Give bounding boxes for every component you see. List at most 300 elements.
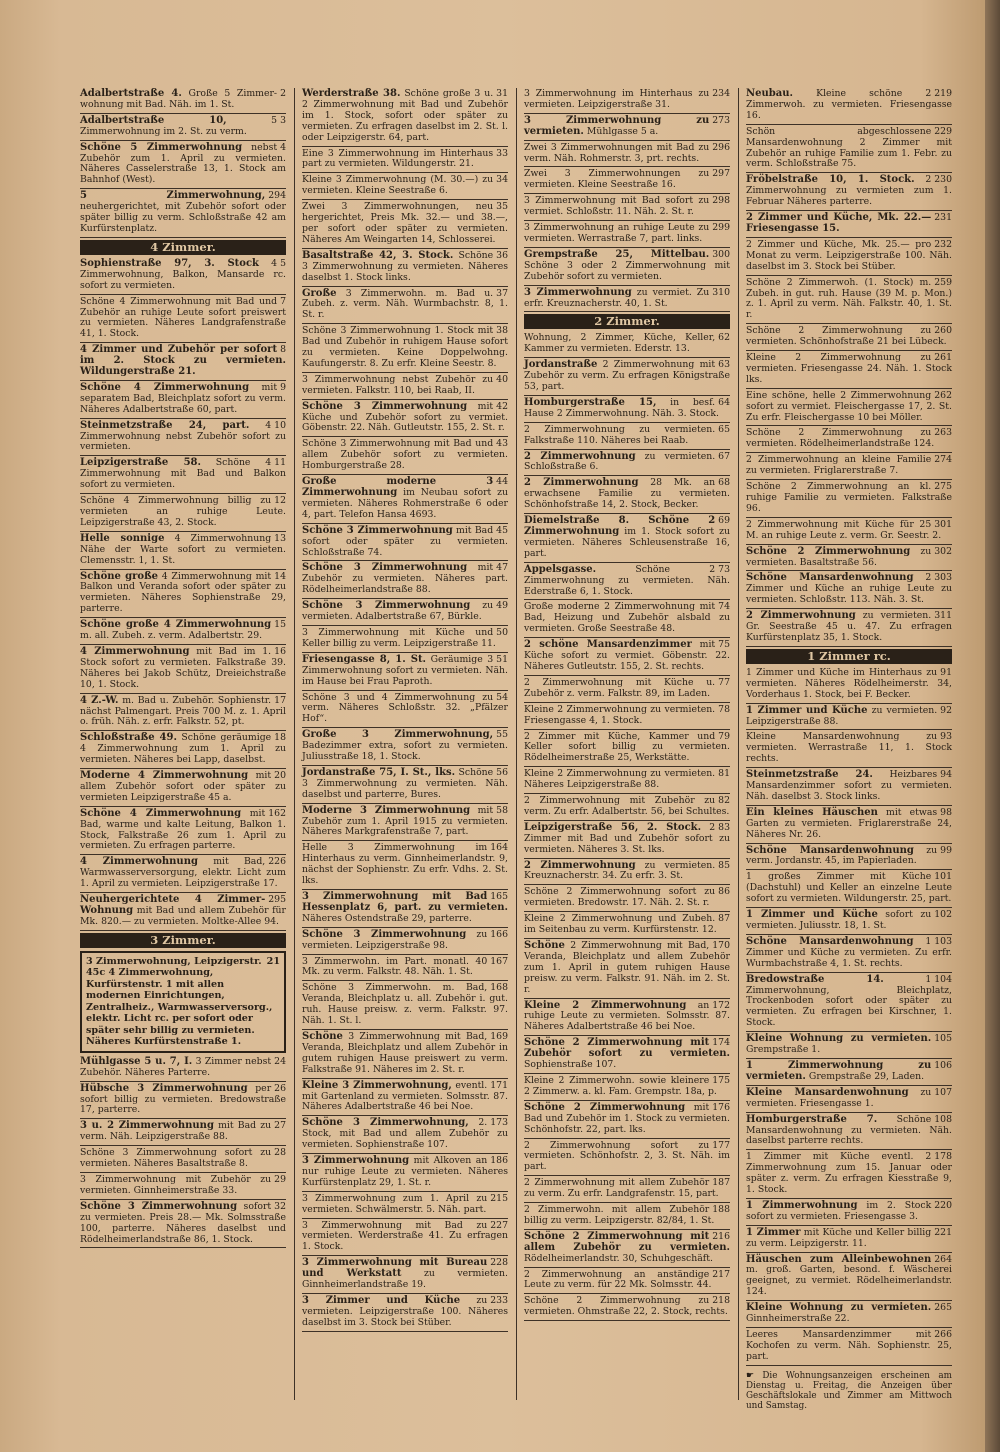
ad-heading: Steinmetzstraße 24, part.	[80, 419, 250, 431]
ad-number: 266	[934, 1329, 952, 1340]
ad-heading: Kleine Mansardenwohnung	[746, 1086, 909, 1098]
ad-text: 3 Zimmerwohnung im Hinterhaus zu vermieten. Leipzigerstraße 31.	[524, 88, 710, 110]
classified-ad	[746, 546, 952, 572]
ad-text: 2 Zimmer und Küche, Mk. 25.— pro Monat zu verm. Leipzigerstraße 100. Näh. daselbst im 3. Stock bei Stüber.	[746, 238, 952, 272]
ad-text: Schöne 2 Zimmerwohnung zu vermieten. Schönhofstraße 21 bei Lübeck.	[746, 325, 947, 348]
classified-ad	[80, 1056, 286, 1082]
ad-number: 86	[718, 886, 730, 898]
ad-number: 164	[490, 842, 508, 854]
ad-heading: 3 Zimmerwohnung mit Bad Hessenplatz 6, part. zu vermieten.	[302, 891, 508, 913]
ad-number: 275	[934, 481, 952, 493]
ad-number: 167	[490, 955, 508, 967]
classified-ad	[524, 88, 730, 114]
ad-number: 47	[496, 562, 508, 574]
ad-text: an ruhige Leute zu vermieten. Solmsstr. 87. Näheres Adalbertstraße 46 bei Noe.	[524, 999, 730, 1033]
ad-heading: Appelsgasse.	[524, 563, 597, 575]
ad-number: 8	[280, 344, 286, 356]
ad-heading: Schöne Mansardenwohnung	[746, 935, 914, 947]
ad-number: 7	[280, 295, 286, 307]
classified-ad	[80, 1201, 286, 1249]
classified-ad	[524, 222, 730, 248]
classified-ad	[80, 732, 286, 769]
classified-ad	[302, 767, 508, 804]
ad-heading: 1 Zimmerwohnung zu vermieten.	[746, 1059, 932, 1082]
ad-text: 3 Zimmerwohnung mit Bad sofort zu vermiet. Schloßstr. 11. Näh. 2. St. r.	[524, 195, 710, 218]
ad-heading: Friesengasse 8, 1. St.	[302, 653, 427, 665]
ad-number: 298	[712, 195, 730, 207]
ad-number: 104	[934, 973, 952, 985]
ad-text: 1 Zimmer mit Küche eventl. 2 Zimmerwohnung zum 15. Januar oder später z. verm. Zu erfragen Kiesstraße 9, 1. Stock.	[746, 1151, 952, 1196]
ad-number: 101	[934, 871, 952, 883]
ad-text: m. all. Zubeh. z. verm. Adalbertstr. 29.	[80, 630, 263, 642]
ad-text: 1 Zimmer und Küche zu vermieten. Zu erfr. Wurmbachstraße 4, 1. St. rechts.	[746, 935, 952, 969]
classified-ad	[746, 1033, 952, 1059]
ad-text: mit Küche sofort zu vermiet. Göbenstr. 22. Näheres Gutleutstr. 155, 2. St. rechts.	[524, 639, 730, 672]
classified-ad	[302, 438, 508, 475]
ad-text: zu vermieten. Leipzigerstraße 100. Näheres daselbst im 3. Stock bei Stüber.	[302, 1295, 508, 1328]
ad-text: mit Bad, warme und kalte Leitung, Balkon 1. Stock, Falkstraße 26 zum 1. April zu vermieten. Zu erfragen parterre.	[80, 807, 286, 852]
ad-text: mit Bad und allem Zubehör für Mk. 820.— zu vermieten. Moltke-Allee 94.	[80, 905, 286, 927]
classified-ad	[302, 288, 508, 325]
ad-number: 15	[274, 619, 286, 631]
ad-number: 56	[496, 766, 508, 778]
ad-text: 3 Zimmerwohnung an ruhige Leute zu vermieten. Werrastraße 7, part. links.	[524, 222, 710, 244]
ad-text: Zwei 3 Zimmerwohnungen, neu hergerichtet, Preis Mk. 32.— und 38.—, per sofort oder später zu vermieten. Näheres Am Weingarten 14, Schlosserei.	[302, 201, 508, 245]
ad-number: 231	[934, 212, 952, 224]
ad-text: zu vermieten. Gr. Seestraße 45 u. 47. Zu erfragen Kurfürstenplatz 35, 1. Stock.	[746, 610, 952, 643]
ad-number: 99	[940, 844, 952, 856]
ad-number: 93	[940, 731, 952, 743]
classified-ad	[746, 88, 952, 125]
ad-text: Schöne 3 Zimmerwohnung mit Bad und allem Zubehör sofort zu vermieten. Homburgerstraße 28.	[302, 438, 508, 472]
classified-ad	[746, 454, 952, 480]
ad-heading: Neubau.	[746, 88, 793, 99]
ad-number: 177	[712, 1139, 730, 1151]
classified-ad	[524, 1295, 730, 1321]
ad-text: Eine 3 Zimmerwohnung im Hinterhaus part zu vermieten. Wildungerstr. 21.	[302, 147, 494, 170]
classified-ad	[524, 795, 730, 821]
ad-number: 228	[490, 1257, 508, 1269]
ad-number: 188	[712, 1204, 730, 1216]
ad-heading: Grempstraße 25, Mittelbau.	[524, 248, 710, 260]
classified-ad	[746, 1114, 952, 1151]
ad-text: 2 Zimmer mit Küche, Kammer und Keller sofort billig zu vermieten. Rödelheimerstraße 25, Werkstätte.	[524, 730, 730, 764]
ad-number: 78	[718, 703, 730, 715]
ad-number: 264	[934, 1253, 952, 1265]
ad-heading: 1 Zimmerwohnung	[746, 1199, 858, 1211]
ad-text: 2 Zimmer mit Bad und Zubehör sofort zu vermieten. Näheres 3. St. lks.	[524, 821, 730, 855]
ad-number: 69	[718, 515, 730, 527]
ad-text: 2 Zimmerwohnung mit Zubehör zu verm. Zu erfr. Adalbertstr. 56, bei Schultes.	[524, 795, 730, 817]
ad-number: 68	[718, 477, 730, 489]
ad-heading: Basaltstraße 42, 3. Stock.	[302, 249, 454, 261]
ad-heading: Adalbertstraße 10,	[80, 114, 227, 126]
classified-ad	[80, 296, 286, 344]
classified-ad	[302, 842, 508, 890]
classified-ad	[746, 481, 952, 518]
ad-text: Wohnung, 2 Zimmer, Küche, Keller, Kammer zu vermieten. Ederstr. 13.	[524, 332, 716, 355]
ad-text: m. groß. Garten, besond. f. Wäscherei geeignet, zu vermiet. Rödelheimerlandstr. 124.	[746, 1264, 952, 1298]
ad-text: Schöne 3 Zimmerwohn. m. Bad, Veranda, Bleichplatz u. all. Zubehör i. gut. ruh. Hause preisw. z. verm. Falkstr. 97. Näh. 1. St. l.	[302, 982, 508, 1027]
ad-number: 3	[280, 114, 286, 126]
classified-ad	[524, 886, 730, 912]
ad-number: 77	[718, 676, 730, 688]
ad-heading: 5 Zimmerwohnung,	[80, 190, 266, 202]
ad-number: 274	[934, 454, 952, 466]
section-header: 2 Zimmer.	[524, 314, 730, 329]
ad-number: 174	[712, 1037, 730, 1049]
ad-heading: Bredowstraße 14.	[746, 973, 884, 985]
ad-number: 166	[490, 928, 508, 940]
ad-number: 82	[718, 795, 730, 807]
classified-ad	[524, 731, 730, 768]
classified-ad	[302, 374, 508, 400]
classified-ad	[302, 525, 508, 562]
ad-heading: Schöne 3 Zimmerwohnung	[302, 562, 468, 574]
ad-heading: Leipzigerstraße 58.	[80, 457, 201, 469]
ad-heading: 3 u. 2 Zimmerwohnung	[80, 1120, 214, 1132]
classifieds-column-4	[746, 88, 952, 1411]
classified-ad	[746, 1302, 952, 1328]
ad-number: 173	[490, 1117, 508, 1129]
ad-heading: 3 Zimmerwohnung	[302, 1155, 410, 1167]
ad-number: 75	[718, 639, 730, 651]
classified-ad	[302, 1031, 508, 1079]
classified-ad	[524, 940, 730, 999]
ad-heading: Häuschen zum Alleinbewohnen	[746, 1253, 932, 1265]
ad-number: 300	[712, 248, 730, 260]
ad-text: 2 Zimmerwohnung an anständige Leute zu verm. für 22 Mk. Solmsstr. 44.	[524, 1268, 712, 1291]
ad-text: Mühlgasse 5 a.	[586, 125, 659, 137]
ad-text: eventl. mit Gartenland zu vermieten. Solmsstr. 87. Näheres Adalbertstraße 46 bei Noe.	[302, 1079, 508, 1113]
ad-heading: 1 Zimmer	[746, 1226, 801, 1238]
ad-number: 24	[274, 1055, 286, 1067]
ad-number: 12	[274, 495, 286, 507]
ad-heading: 4 Zimmer und Zubehör per sofort im 2. Stock zu vermieten. Wildungerstraße 21.	[80, 344, 286, 378]
ad-number: 67	[718, 450, 730, 462]
classified-ad	[746, 427, 952, 453]
ad-number: 55	[496, 729, 508, 741]
classified-ad	[302, 891, 508, 928]
ad-text: Schöne geräumige 4 Zimmerwohnung zum 1. April zu vermieten. Näheres bei Lapp, daselbst.	[80, 732, 286, 766]
ad-number: 37	[496, 287, 508, 299]
ad-text: per sofort billig zu vermieten. Bredowstraße 17, parterre.	[80, 1082, 286, 1116]
ad-number: 83	[718, 821, 730, 833]
ad-number: 219	[934, 88, 952, 99]
classified-ad	[524, 1177, 730, 1203]
classified-ad	[746, 807, 952, 844]
ad-number: 259	[934, 276, 952, 288]
ad-text: zu vermieten. Kreuznacherstr. 34. Zu erfr. 3. St.	[524, 859, 716, 882]
binding-spine	[985, 0, 1000, 1452]
ad-number: 178	[934, 1151, 952, 1163]
ad-text: 2. Stock, mit Bad und allem Zubehör zu vermieten. Sophienstraße 107.	[302, 1117, 508, 1151]
ad-heading: Schöne 3 Zimmerwohnung	[302, 524, 453, 536]
ad-text: mit Bad sofort oder später zu vermieten. Schloßstraße 74.	[302, 524, 508, 558]
ad-number: 170	[712, 940, 730, 951]
ad-number: 35	[496, 201, 508, 213]
ad-text: 2 Zimmerwohnung zu vermieten zum 1. Februar Näheres parterre.	[746, 174, 952, 208]
ad-text: Kleine 2 Zimmerwohnung zu vermieten. Friesengasse 4, 1. Stock.	[524, 703, 716, 726]
ad-text: 4 Zimmerwohnung mit Balkon und Veranda sofort oder später zu vermieten. Näheres Sophienstraße 29, parterre.	[80, 570, 286, 615]
classified-ad	[80, 420, 286, 457]
ad-text: Helle 3 Zimmerwohnung im Hinterhaus zu verm. Ginnheimerlandstr. 9, nächst der Sophienstr. Zu erfr. Vdhs. 2. St. lks.	[302, 842, 508, 887]
ad-number: 4	[280, 141, 286, 153]
ad-number: 45	[496, 524, 508, 536]
ad-number: 79	[718, 730, 730, 742]
classified-ad	[746, 667, 952, 704]
ad-number: 108	[934, 1113, 952, 1125]
ad-text: Große 5 Zimmer-wohnung mit Bad. Näh. im 1. St.	[80, 88, 278, 110]
ad-text: mit Zubehör zu vermieten. Näheres part. Rödelheimerlandstraße 88.	[302, 562, 508, 596]
classified-ad	[524, 822, 730, 859]
ad-number: 162	[268, 807, 286, 819]
ad-text: 4 Zimmerwohnung Nähe der Warte sofort zu vermieten. Clemensstr. 1, 1. St.	[80, 532, 286, 566]
ad-heading: 2 schöne Mansardenzimmer	[524, 639, 692, 651]
ad-number: 29	[274, 1173, 286, 1185]
ad-text: 1 großes Zimmer mit Küche (Dachstuhl) und Keller an einzelne Leute sofort zu vermieten. Wildungerstr. 25, part.	[746, 871, 952, 905]
classified-ad	[746, 325, 952, 351]
ad-number: 49	[496, 600, 508, 612]
ad-number: 216	[712, 1230, 730, 1242]
ad-number: 85	[718, 859, 730, 871]
ad-text: 2 Zimmerwohn. mit allem Zubehör billig zu verm. Leipzigerstr. 82/84, 1. St.	[524, 1204, 715, 1226]
ad-number: 31	[496, 88, 508, 99]
ad-text: Schöne 3 Zimmerwohnung sofort zu vermieten. Näheres Basaltstraße 8.	[80, 1147, 272, 1170]
ad-text: 3 Zimmerwohnung mit Küche und Keller billig zu verm. Leipzigerstraße 11.	[302, 626, 496, 649]
ad-number: 227	[490, 1219, 508, 1231]
ad-text: zu verm. Jordanstr. 45, im Papierladen.	[746, 844, 938, 867]
classified-ad	[746, 974, 952, 1033]
classified-ad	[302, 692, 508, 729]
ad-heading: Schöne 3 Zimmerwohnung	[302, 928, 467, 940]
classified-ad	[746, 352, 952, 389]
ad-text: im 2. Stock sofort zu vermieten. Friesengasse 3.	[746, 1199, 932, 1222]
classified-ad	[302, 1295, 508, 1332]
ad-heading: Schöne 4 Zimmerwohnung	[80, 381, 250, 393]
classified-ad	[302, 174, 508, 200]
classified-ad	[302, 627, 508, 653]
ad-text: 28 Mk. an erwachsene Familie zu vermieten. Schönhofstraße 14, 2. Stock, Becker.	[524, 477, 730, 511]
ad-number: 65	[718, 423, 730, 435]
ad-number: 105	[934, 1033, 952, 1045]
ad-text: Schöne 4 Zimmerwohnung mit Bad und Zubehör an ruhige Leute sofort preiswert zu vermieten. Näheres Landgrafenstraße 41, 1. Stock.	[80, 295, 286, 340]
classified-ad	[524, 1037, 730, 1074]
ad-heading: Kleine 2 Zimmerwohnung	[524, 999, 687, 1011]
classified-ad	[524, 332, 730, 358]
classified-ad	[524, 1204, 730, 1230]
classified-ad	[80, 619, 286, 645]
ad-text: 2 Zimmerwohnung mit allem Zubehör zu verm. Zu erfr. Landgrafenstr. 15, part.	[524, 1177, 719, 1200]
ad-heading: Schöne	[302, 1030, 343, 1042]
ad-heading: Schöne 5 Zimmerwohnung	[80, 141, 243, 153]
ad-number: 187	[712, 1177, 730, 1189]
ad-text: mit Zubehör zum 1. April 1915 zu vermieten. Näheres Markgrafenstraße 7, part.	[302, 804, 508, 838]
ad-number: 18	[274, 732, 286, 744]
ad-text: Eine schöne, helle 2 Zimmerwohnung sofort zu vermiet. Fleischergasse 17, 2. St. Zu erfr. Fleischergasse 10 bei Möller.	[746, 389, 952, 423]
ad-text: 2 Zimmerwohnung mit Küche u. Zubehör z. verm. Falkstr. 89, im Laden.	[524, 676, 716, 699]
ad-number: 226	[268, 856, 286, 868]
ad-number: 98	[940, 806, 952, 818]
ad-number: 102	[934, 909, 952, 921]
ad-number: 175	[712, 1074, 730, 1086]
ad-number: 38	[496, 325, 508, 337]
ad-heading: Homburgerstraße 15,	[524, 396, 657, 408]
ad-number: 311	[934, 610, 952, 622]
classified-ad	[746, 705, 952, 731]
ad-text: Zwei 3 Zimmerwohnungen mit Bad zu verm. Näh. Rohmerstr. 3, prt. rechts.	[524, 141, 710, 164]
ad-number: 299	[712, 222, 730, 234]
ad-text: 3 Zimmerwohn. m. Bad u. Zubeh. z. verm. Näh. Wurmbachstr. 8, 1. St. r.	[302, 287, 508, 321]
ad-heading: 4 Zimmerwohnung	[80, 645, 190, 657]
ad-number: 230	[934, 174, 952, 186]
ad-text: 2 Zimmerwohnung mit Küche für 25 M. an ruhige Leute z. verm. Gr. Seestr. 2.	[746, 518, 942, 541]
ad-text: 2 Zimmerwohnung an kleine Familie zu vermieten. Friglarerstraße 7.	[746, 454, 932, 477]
ad-number: 34	[496, 174, 508, 186]
ad-number: 14	[274, 570, 286, 582]
ad-heading: Werderstraße 38.	[302, 88, 401, 99]
ad-text: 2 Zimmerwohnung mit Bad, Veranda, Bleichplatz und allem Zubehör zum 1. April in gutem ruhigen Hause preisw. zu verm. Falkstr. 91. Näh. im 2. St. r.	[524, 940, 730, 995]
ad-heading: Schöne 2 Zimmerwohnung mit Zubehör sofort zu vermieten.	[524, 1037, 730, 1060]
ad-text: 2 Zimmer und Küche an ruhige Leute zu vermieten. Schloßstr. 113. Näh. 3. St.	[746, 572, 952, 606]
ad-text: 2 Zimmerwohnung sofort zu vermieten. Schönhofstr. 2, 3. St. Näh. im part.	[524, 1139, 730, 1173]
classified-ad	[746, 1087, 952, 1113]
classified-ad	[524, 249, 730, 286]
classified-ad	[302, 729, 508, 766]
section-header: 4 Zimmer.	[80, 240, 286, 255]
ad-heading: Leipzigerstraße 56, 2. Stock.	[524, 821, 702, 833]
classified-ad	[524, 1269, 730, 1295]
classified-ad	[524, 287, 730, 313]
classifieds-column-1	[80, 88, 286, 1400]
classified-ad	[524, 601, 730, 638]
ad-heading: 2 Zimmerwohnung	[524, 450, 636, 462]
ad-heading: Schöne 2 Zimmerwohnung	[746, 545, 911, 557]
ad-text: in besf. Hause 2 Zimmerwohnung. Näh. 3. Stock.	[524, 396, 720, 419]
ad-heading: Steinmetzstraße 24.	[746, 769, 873, 781]
classified-ad	[746, 126, 952, 174]
classified-ad	[524, 1140, 730, 1177]
ad-text: neuhergerichtet, mit Zubehör sofort oder später billig zu verm. Schloßstraße 42 am Kurfürstenplatz.	[80, 201, 286, 234]
classified-ad	[524, 359, 730, 396]
ad-text: 3 Zimmer nebst Zubehör. Näheres Parterre.	[80, 1055, 272, 1078]
ad-text: mit Küche und Zubehör sofort zu vermiet. Göbenstr. 22. Näh. Gutleutstr. 155, 2. St. r.	[302, 400, 508, 434]
classified-ad	[746, 519, 952, 545]
ad-text: 4 Zimmerwohnung, Balkon, Mansarde rc. sofort zu vermieten.	[80, 257, 286, 291]
ad-text: m. Bad u. Zubehör. Sophienstr. nächst Palmengart. Preis 700 M. z. 1. April o. früh. Näh. z. erfr. Falkstr. 52, pt.	[80, 694, 286, 728]
classified-ad	[302, 1220, 508, 1257]
ad-text: Schöne 2 Zimmerwohnung sofort zu vermieten. Bredowstr. 17. Näh. 2. St. r.	[524, 886, 716, 909]
ad-number: 17	[274, 694, 286, 706]
ad-text: Kleine 3 Zimmerwohnung (M. 30.—) zu vermieten. Kleine Seestraße 6.	[302, 174, 494, 197]
ad-text: Leeres Mansardenzimmer mit Kochofen zu verm. Näh. Sophienstr. 25, part.	[746, 1329, 952, 1362]
classified-ad	[746, 1060, 952, 1086]
ad-heading: 1 Zimmer und Küche	[746, 909, 878, 921]
ad-number: 92	[940, 704, 952, 716]
ad-text: zu vermieten. Friesengasse 1.	[746, 1086, 932, 1109]
classified-ad	[80, 533, 286, 570]
ad-text: 4 Zimmerwohnung nebst Zubehör sofort zu vermieten.	[80, 419, 286, 453]
ad-heading: Neuhergerichtete 4 Zimmer-Wohnung	[80, 894, 266, 916]
ad-text: 2 Zimmerwohnung mit Zubehör zu verm. Zu erfragen Königstraße 53, part.	[524, 359, 730, 393]
classified-ad	[746, 1151, 952, 1199]
classified-ad	[524, 195, 730, 221]
section-header: 3 Zimmer.	[80, 933, 286, 948]
ad-number: 21	[266, 955, 280, 967]
classified-ad	[302, 982, 508, 1030]
classified-ad	[746, 731, 952, 768]
ad-number: 10	[274, 419, 286, 431]
classified-ad	[524, 1231, 730, 1268]
classified-ad	[302, 148, 508, 174]
ad-number: 94	[940, 769, 952, 781]
ad-heading: 3 Zimmerwohnung	[524, 286, 632, 298]
classified-ad	[80, 808, 286, 856]
ad-number: 5	[280, 257, 286, 269]
ad-number: 11	[274, 457, 286, 469]
ad-heading: Mühlgasse 5 u. 7, I.	[80, 1055, 193, 1067]
ad-text: 3 Zimmerwohnung nebst Zubehör zu vermieten. Falkstr. 110, bei Raab, II.	[302, 373, 494, 396]
ad-number: 168	[490, 982, 508, 994]
ad-text: Schöne 3 Zimmerwohnung zu vermieten. Näheres daselbst 1. Stock links.	[302, 249, 508, 283]
ad-heading: Große moderne 3 Zimmerwohnung	[302, 476, 494, 498]
ad-number: 58	[496, 804, 508, 816]
ad-number: 262	[934, 389, 952, 401]
classified-ad	[80, 88, 286, 114]
ad-text: Kleine Mansardenwohnung zu vermieten. Werrastraße 11, 1. Stock rechts.	[746, 731, 952, 765]
ad-number: 54	[496, 691, 508, 703]
classified-ad	[80, 1147, 286, 1173]
ad-text: sofort zu vermieten. Juliusstr. 18, 1. St.	[746, 909, 932, 931]
ad-text: Schöne Mansardenwohnung zu vermieten. Näh. daselbst parterre rechts.	[746, 1113, 952, 1147]
ad-text: Schön abgeschlossene Mansardenwohnung 2 Zimmer mit Zubehör an ruhige Familie zum 1. Febr. zu verm. Schloßstraße 75.	[746, 125, 952, 170]
ad-text: Heizbares Mansardenzimmer sofort zu vermieten. Näh. daselbst 3. Stock links.	[746, 769, 952, 802]
classified-ad	[80, 571, 286, 619]
classified-ad	[746, 936, 952, 973]
ad-text: sofort zu vermieten. Preis 28.— Mk. Solmsstraße 100, parterre. Näheres daselbst und Rödelheimerlandstraße 86, 1. Stock.	[80, 1200, 286, 1245]
classified-ad	[302, 562, 508, 599]
classified-ad	[302, 1193, 508, 1219]
ad-heading: 3 Zimmer und Küche	[302, 1295, 461, 1306]
classified-ad	[80, 258, 286, 295]
classified-ad	[302, 476, 508, 524]
classified-ad	[524, 451, 730, 477]
ad-heading: Schöne 3 Zimmerwohnung	[302, 600, 471, 612]
classified-ad	[524, 1102, 730, 1139]
ad-number: 33	[496, 147, 508, 159]
ad-text: mit separatem Bad, Bleichplatz sofort zu verm. Näheres Adalbertstraße 60, part.	[80, 381, 286, 415]
footnote: ☛ Die Wohnungsanzeigen erscheinen am Dienstag u. Freitag, die Anzeigen über Geschäftslokale und Zimmer am Mittwoch und Samstag.	[746, 1370, 952, 1411]
ad-number: 26	[274, 1082, 286, 1094]
ad-heading: Große 3 Zimmerwohnung,	[302, 729, 494, 741]
ad-heading: Schöne 2 Zimmerwohnung	[524, 1101, 686, 1113]
ad-number: 9	[280, 381, 286, 393]
ad-text: Schöne 3 Zimmerwohnung zu vermieten. Näh. daselbst und parterre, Bures.	[302, 766, 508, 800]
classified-ad	[302, 1257, 508, 1294]
classified-ad	[524, 860, 730, 886]
ad-text: Ginnheimerstraße 22.	[746, 1313, 850, 1325]
classified-ad	[746, 212, 952, 238]
ad-text: zu vermieten. Ginnheimerlandstraße 19.	[302, 1268, 508, 1291]
ad-text: Kleine 2 Zimmerwohn. sowie kleinere 2 Zimmerw. a. kl. Fam. Grempstr. 18a, p.	[524, 1074, 717, 1097]
ad-text: Schöne 2 Zimmerwoh. (1. Stock) m. Zubeh. in gut. ruh. Hause (39 M. p. Mon.) z. 1. April zu verm. Näh. Falkstr. 40, 1. St. r.	[746, 276, 952, 321]
column-rule	[516, 88, 517, 1400]
ad-heading: 2 Zimmer und Küche, Mk. 22.— Friesengasse 15.	[746, 212, 932, 234]
classifieds-column-2	[302, 88, 508, 1400]
classified-ad	[80, 770, 286, 807]
ad-number: 87	[718, 913, 730, 925]
ad-number: 217	[712, 1268, 730, 1280]
